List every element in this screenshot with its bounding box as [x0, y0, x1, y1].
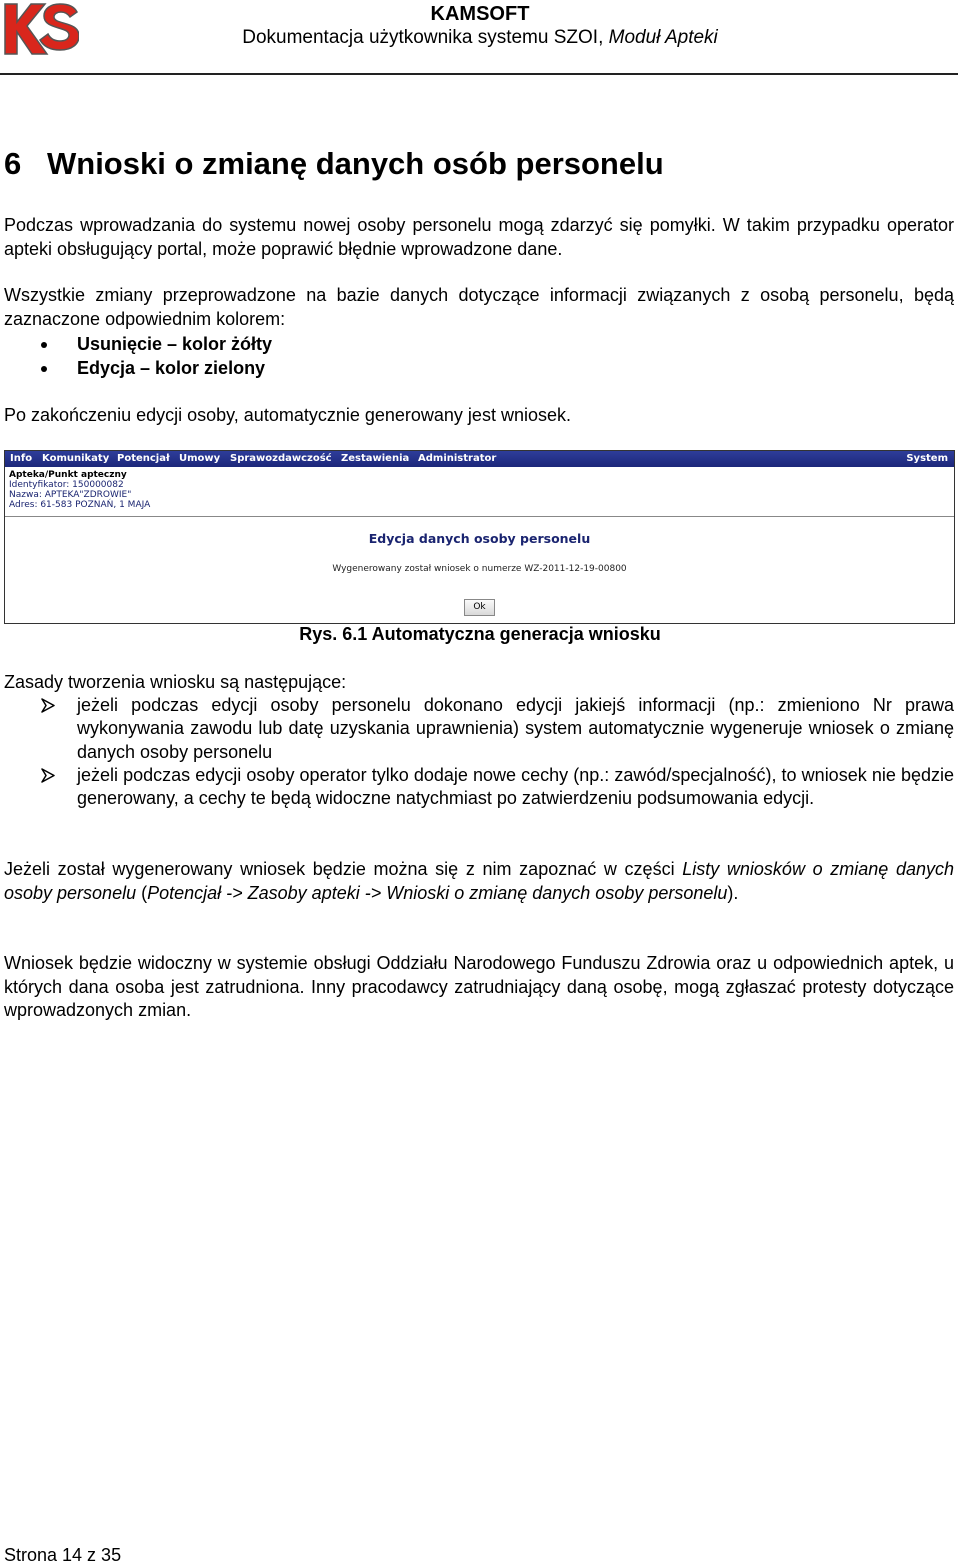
- section-title: Wnioski o zmianę danych osób personelu: [47, 146, 664, 181]
- rules-list: [4, 694, 954, 810]
- pharmacy-heading: Apteka/Punkt apteczny: [9, 470, 127, 480]
- subtitle-italic: Moduł Apteki: [608, 27, 718, 48]
- pharmacy-id: Identyfikator: 150000082: [9, 480, 124, 490]
- figure-divider: [5, 516, 954, 517]
- app-menubar: [5, 451, 954, 467]
- text-run: ).: [727, 882, 739, 903]
- menu-item-potencjal[interactable]: Potencjał: [117, 453, 170, 464]
- paragraph-auto-generated: Po zakończeniu edycji osoby, automatycznie generowany jest wniosek.: [4, 405, 571, 425]
- page-number: Strona 14 z 35: [4, 1545, 122, 1564]
- bullet-text: Edycja – kolor zielony: [77, 358, 266, 378]
- paragraph-changes: Wszystkie zmiany przeprowadzone na bazie danych dotyczące informacji związanych z osobą personelu, będą zaznaczone odpowiednim kolorem:: [4, 285, 954, 329]
- color-legend-list: [4, 332, 954, 380]
- bullet-icon: [41, 342, 47, 348]
- header-divider: [0, 73, 958, 75]
- text-run: (: [136, 882, 148, 903]
- dialog-title: Edycja danych osoby personelu: [368, 531, 591, 546]
- list-item: [4, 332, 954, 356]
- menu-item-umowy[interactable]: Umowy: [179, 453, 221, 464]
- menu-item-sprawozdawczosc[interactable]: Sprawozdawczość: [230, 453, 332, 464]
- list-item: [4, 356, 954, 380]
- figure-caption: Rys. 6.1 Automatyczna generacja wniosku: [299, 624, 661, 644]
- menu-item-info[interactable]: Info: [10, 453, 33, 464]
- list-item: [4, 764, 954, 811]
- page-header: [0, 0, 960, 76]
- arrow-bullet-icon: [40, 768, 56, 783]
- text-run-italic: Listy wniosków o zmianę danych osoby personelu: [4, 859, 955, 903]
- text-run: Jeżeli został wygenerowany wniosek będzie można się z nim zapoznać w części: [4, 859, 683, 879]
- ok-button[interactable]: Ok: [464, 599, 495, 616]
- screenshot-figure: [4, 450, 955, 624]
- menu-item-komunikaty[interactable]: Komunikaty: [42, 453, 110, 464]
- paragraph-intro: Podczas wprowadzania do systemu nowej osoby personelu mogą zdarzyć się pomyłki. W takim przypadku operator apteki obsługujący portal, może poprawić błędnie wprowadzone dane.: [4, 215, 954, 259]
- bullet-text: Usunięcie – kolor żółty: [77, 334, 273, 354]
- pharmacy-info: [9, 470, 150, 510]
- section-heading: [4, 146, 664, 182]
- rule-text: jeżeli podczas edycji osoby operator tylko dodaje nowe cechy (np.: zawód/specjalność), to wniosek nie będzie generowany, a cechy te będą widoczne natychmiast po zatwierdzeniu podsumowania edycji.: [77, 764, 954, 809]
- menu-item-zestawienia[interactable]: Zestawienia: [341, 453, 410, 464]
- document-subtitle: [0, 27, 960, 49]
- paragraph-list-location: [4, 858, 954, 905]
- bullet-icon: [41, 366, 47, 372]
- pharmacy-address: Adres: 61-583 POZNAŃ, 1 MAJA: [9, 500, 151, 510]
- dialog-message: Wygenerowany został wniosek o numerze WZ-2011-12-19-00800: [332, 564, 627, 574]
- company-name: KAMSOFT: [430, 3, 530, 25]
- paragraph-visibility: Wniosek będzie widoczny w systemie obsługi Oddziału Narodowego Funduszu Zdrowia oraz u odpowiednich aptek, u których dana osoba jest zatrudniona. Inny pracodawcy zatrudniający daną osobę, mogą zgłaszać protesty dotyczące wprowadzonych zmian.: [4, 953, 954, 1020]
- menu-item-administrator[interactable]: Administrator: [418, 453, 497, 464]
- menu-item-system[interactable]: System: [906, 453, 948, 464]
- list-item: [4, 694, 954, 764]
- menu-path-italic: Potencjał -> Zasoby apteki -> Wnioski o zmianę danych osoby personelu: [147, 882, 728, 903]
- paragraph-rules-intro: Zasady tworzenia wniosku są następujące:: [4, 672, 347, 692]
- pharmacy-name: Nazwa: APTEKA"ZDROWIE": [9, 490, 132, 500]
- section-number: 6: [4, 146, 22, 181]
- rule-text: jeżeli podczas edycji osoby personelu dokonano edycji jakiejś informacji (np.: zmieniono Nr prawa wykonywania zawodu lub datę uzyskania uprawnienia) system automatycznie wygeneruje wniosek o zmianę danych osoby personelu: [77, 695, 954, 762]
- arrow-bullet-icon: [40, 698, 56, 713]
- subtitle-plain: Dokumentacja użytkownika systemu SZOI,: [242, 27, 609, 48]
